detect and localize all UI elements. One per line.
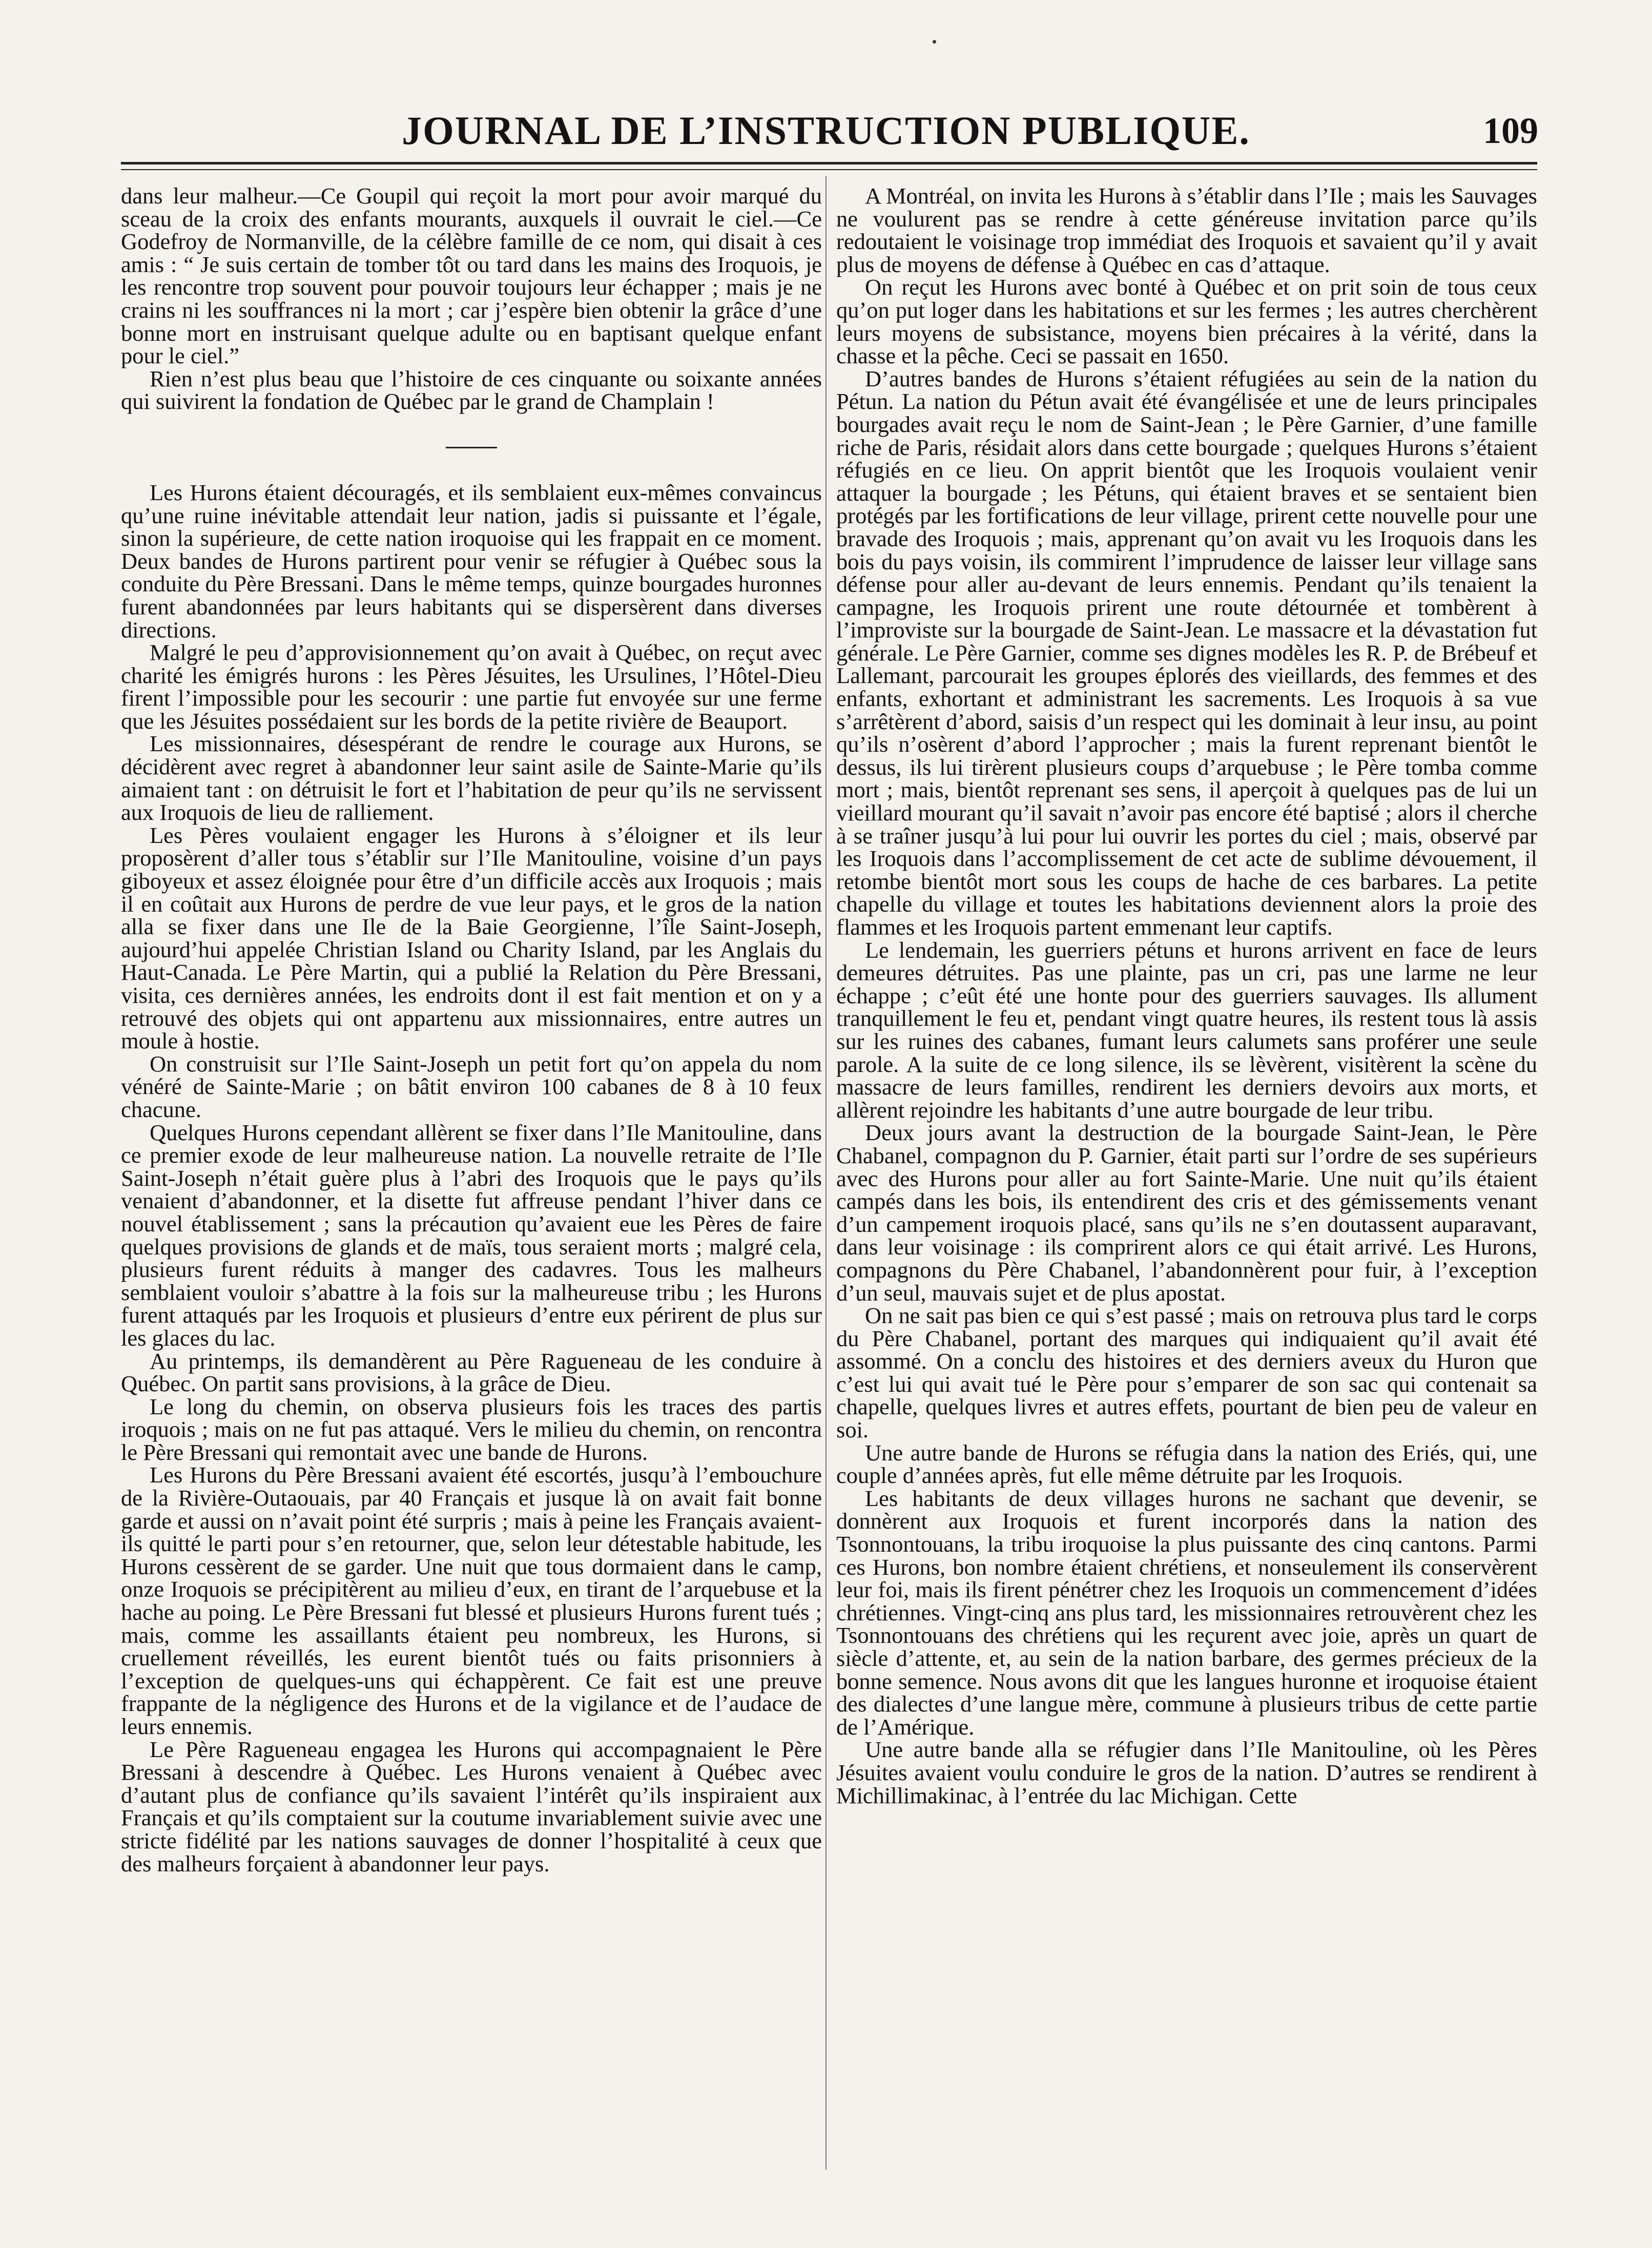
- paragraph: Le lendemain, les guerriers pétuns et hurons arrivent en face de leurs demeures détruites. Pas une plainte, pas un cri, pas une larme ne leur échappe ; c’eût été une honte pour des guerriers sauvages. Ils allument tranquillement le feu et, pendant vingt quatre heures, ils restent tous là assis sur les ruines des cabanes, fumant leurs calumets sans proférer une seule parole. A la suite de ce long silence, ils se lèvèrent, visitèrent la scène du massacre de leurs familles, rendirent les derniers devoirs aux morts, et allèrent rejoindre les habitants d’une autre bourgade de leur tribu.: [836, 937, 1537, 1123]
- paragraph: Malgré le peu d’approvisionnement qu’on avait à Québec, on reçut avec charité les émigrés hurons : les Pères Jésuites, les Ursulines, l’Hôtel-Dieu firent l’impossible pour les secourir : une partie fut envoyée sur une ferme que les Jésuites possédaient sur les bords de la petite rivière de Beauport.: [121, 640, 822, 734]
- paragraph: On ne sait pas bien ce qui s’est passé ; mais on retrouva plus tard le corps du Père Chabanel, portant des marques qui indiquaient qu’il avait été assommé. On a conclu des histoires et des derniers aveux du Huron que c’est lui qui avait tué le Père pour s’emparer de son sac qui contenait sa chapelle, quelques livres et autres effets, pourtant de bien peu de valeur en soi.: [836, 1303, 1537, 1443]
- paragraph: Les Pères voulaient engager les Hurons à s’éloigner et ils leur proposèrent d’aller tous s’établir sur l’Ile Manitouline, voisine d’un pays giboyeux et assez éloignée pour être d’un difficile accès aux Iroquois ; mais il en coûtait aux Hurons de perdre de vue leur pays, et le gros de la nation alla se fixer dans une Ile de la Baie Georgienne, l’île Saint-Joseph, aujourd’hui appelée Christian Island ou Charity Island, par les Anglais du Haut-Canada. Le Père Martin, qui a publié la Relation du Père Bressani, visita, ces dernières années, les endroits dont il est fait mention et on y a retrouvé des objets qui ont appartenu aux missionnaires, entre autres un moule à hostie.: [121, 822, 822, 1054]
- paragraph: Deux jours avant la destruction de la bourgade Saint-Jean, le Père Chabanel, compagnon du P. Garnier, était parti sur l’ordre de ses supérieurs avec des Hurons pour aller au fort Sainte-Marie. Une nuit qu’ils étaient campés dans les bois, ils entendirent des cris et des gémissements venant d’un campement iroquois placé, sans qu’ils ne s’en doutassent auparavant, dans leur voisinage : ils comprirent alors ce qui était arrivé. Les Hurons, compagnons du Père Chabanel, l’abandonnèrent pour fuir, à l’exception d’un seul, mauvais sujet et de plus apostat.: [836, 1120, 1537, 1306]
- right-column: [836, 184, 1537, 1807]
- paragraph: Le Père Ragueneau engagea les Hurons qui accompagnaient le Père Bressani à descendre à Québec. Les Hurons venaient à Québec avec d’autant plus de confiance qu’ils savaient l’intérêt qu’ils inspiraient aux Français et qu’ils comptaient sur la coutume invariablement suivie avec une stricte fidélité par les nations sauvages de donner l’hospitalité à ceux que des malheurs forçaient à abandonner leur pays.: [121, 1736, 822, 1876]
- section-separator: [446, 447, 497, 448]
- paragraph: Une autre bande de Hurons se réfugia dans la nation des Eriés, qui, une couple d’années après, fut elle même détruite par les Iroquois.: [836, 1439, 1537, 1489]
- paragraph: On reçut les Hurons avec bonté à Québec et on prit soin de tous ceux qu’on put loger dans les habitations et sur les fermes ; les autres cherchèrent leurs moyens de subsistance, moyens bien précaires à la vérité, dans la chasse et la pêche. Ceci se passait en 1650.: [836, 274, 1537, 369]
- paragraph: dans leur malheur.—Ce Goupil qui reçoit la mort pour avoir marqué du sceau de la croix des enfants mourants, auxquels il ouvrait le ciel.—Ce Godefroy de Normanville, de la célèbre famille de ce nom, qui disait à ces amis : “ Je suis certain de tomber tôt ou tard dans les mains des Iroquois, je les rencontre trop souvent pour pouvoir toujours leur échapper ; mais je ne crains ni les souffrances ni la mort ; car j’espère bien obtenir la grâce d’une bonne mort en instruisant quelque adulte ou en baptisant quelque enfant pour le ciel.”: [121, 183, 822, 369]
- left-column: [121, 184, 822, 1875]
- paragraph: Rien n’est plus beau que l’histoire de ces cinquante ou soixante années qui suivirent la fondation de Québec par le grand de Champlain !: [121, 365, 822, 415]
- print-speck: [933, 40, 936, 44]
- paragraph: Les habitants de deux villages hurons ne sachant que devenir, se donnèrent aux Iroquois et furent incorporés dans la nation des Tsonnontouans, la tribu iroquoise la plus puissante des cinq cantons. Parmi ces Hurons, bon nombre étaient chrétiens, et nonseulement ils conservèrent leur foi, mais ils firent pénétrer chez les Iroquois un commencement d’idées chrétiennes. Vingt-cinq ans plus tard, les missionnaires retrouvèrent chez les Tsonnontouans des chrétiens qui les reçurent avec joie, après un quart de siècle d’attente, et, au sein de la nation barbare, des germes précieux de la bonne semence. Nous avons dit que les langues huronne et iroquoise étaient des dialectes d’une langue mère, commune à plusieurs tribus de cette partie de l’Amérique.: [836, 1485, 1537, 1740]
- paragraph: Les missionnaires, désespérant de rendre le courage aux Hurons, se décidèrent avec regret à abandonner leur saint asile de Sainte-Marie qu’ils aimaient tant : on détruisit le fort et l’habitation de peur qu’ils ne servissent aux Iroquois de lieu de ralliement.: [121, 731, 822, 826]
- page-header: [0, 102, 1652, 159]
- paragraph: Le long du chemin, on observa plusieurs fois les traces des partis iroquois ; mais on ne fut pas attaqué. Vers le milieu du chemin, on rencontra le Père Bressani qui remontait avec une bande de Hurons.: [121, 1393, 822, 1465]
- paragraph: Les Hurons du Père Bressani avaient été escortés, jusqu’à l’embouchure de la Rivière-Outaouais, par 40 Français et jusque là on avait fait bonne garde et aussi on n’avait point été surpris ; mais à peine les Français avaient-ils quitté le parti pour s’en retourner, que, selon leur détestable habitude, les Hurons cessèrent de se garder. Une nuit que tous dormaient dans le camp, onze Iroquois se précipitèrent au milieu d’eux, en tirant de l’arquebuse et la hache au poing. Le Père Bressani fut blessé et plusieurs Hurons furent tués ; mais, comme les assaillants étaient peu nombreux, les Hurons, si cruellement réveillés, les eurent bientôt tués ou faits prisonniers à l’exception de quelques-uns qui échappèrent. Ce fait est une preuve frappante de la négligence des Hurons et de la vigilance et de l’audace de leurs ennemis.: [121, 1462, 822, 1739]
- paragraph: Les Hurons étaient découragés, et ils semblaient eux-mêmes convaincus qu’une ruine inévitable attendait leur nation, jadis si puissante et l’égale, sinon la supérieure, de cette nation iroquoise qui les frappait en ce moment. Deux bandes de Hurons partirent pour venir se réfugier à Québec sous la conduite du Père Bressani. Dans le même temps, quinze bourgades huronnes furent abandonnées par leurs habitants qui se dispersèrent dans diverses directions.: [121, 479, 822, 643]
- running-title: JOURNAL DE L’INSTRUCTION PUBLIQUE.: [402, 108, 1250, 153]
- paragraph: A Montréal, on invita les Hurons à s’établir dans l’Ile ; mais les Sauvages ne voulurent pas se rendre à cette généreuse invitation parce qu’ils redoutaient le voisinage trop immédiat des Iroquois et savaient qu’il y avait plus de moyens de défense à Québec en cas d’attaque.: [836, 183, 1537, 277]
- column-divider: [825, 176, 827, 2170]
- page-number: 109: [1483, 110, 1538, 151]
- header-rule-thin: [121, 169, 1537, 170]
- paragraph: D’autres bandes de Hurons s’étaient réfugiées au sein de la nation du Pétun. La nation du Pétun avait été évangélisée et une de leurs principales bourgades avait reçu le nom de Saint-Jean ; le Père Garnier, d’une famille riche de Paris, résidait alors dans cette bourgade ; quelques Hurons s’étaient réfugiés en ce lieu. On apprit bientôt que les Iroquois voulaient venir attaquer la bourgade ; les Pétuns, qui étaient braves et se sentaient bien protégés par les fortifications de leur village, prirent cette nouvelle pour une bravade des Iroquois ; mais, apprenant qu’on avait vu les Iroquois dans les bois du pays voisin, ils commirent l’imprudence de laisser leur village sans défense pour aller au-devant de leurs ennemis. Pendant qu’ils tenaient la campagne, les Iroquois prirent une route détournée et tombèrent à l’improviste sur la bourgade de Saint-Jean. Le massacre et la dévastation fut générale. Le Père Garnier, comme ses dignes modèles les R. P. de Brébeuf et Lallemant, parcourait les groupes éplorés des vieillards, des femmes et des enfants, exhortant et administrant les sacrements. Les Iroquois à sa vue s’arrêtèrent d’abord, saisis d’un respect qui les dominait à leur insu, au point qu’ils n’osèrent d’abord l’approcher ; mais la furent reprenant bientôt le dessus, ils lui tirèrent plusieurs coups d’arquebuse ; le Père tomba comme mort ; mais, bientôt reprenant ses sens, il aperçoit à quelques pas de lui un vieillard mourant qu’il savait n’avoir pas encore été baptisé ; alors il cherche à se traîner jusqu’à lui pour lui ouvrir les portes du ciel ; mais, observé par les Iroquois dans l’accomplissement de cet acte de sublime dévouement, il retombe bientôt mort sous les coups de hache de ces barbares. La petite chapelle du village et toutes les habitations deviennent alors la proie des flammes et les Iroquois partent emmenant leur captifs.: [836, 365, 1537, 940]
- paragraph: Quelques Hurons cependant allèrent se fixer dans l’Ile Manitouline, dans ce premier exode de leur malheureuse nation. La nouvelle retraite de l’Ile Saint-Joseph n’était guère plus à l’abri des Iroquois que le pays qu’ils venaient d’abandonner, et la disette fut affreuse pendant l’hiver dans ce nouvel établissement ; sans la précaution qu’avaient eue les Pères de faire quelques provisions de glands et de maïs, tous seraient morts ; malgré cela, plusieurs furent réduits à manger des cadavres. Tous les malheurs semblaient vouloir s’abattre à la fois sur la malheureuse tribu ; les Hurons furent attaqués par les Iroquois et plusieurs d’entre eux périrent de plus sur les glaces du lac.: [121, 1119, 822, 1351]
- paragraph: Une autre bande alla se réfugier dans l’Ile Manitouline, où les Pères Jésuites avaient voulu conduire le gros de la nation. D’autres se rendirent à Michillimakinac, à l’entrée du lac Michigan. Cette: [836, 1737, 1537, 1808]
- paragraph: Au printemps, ils demandèrent au Père Ragueneau de les conduire à Québec. On partit sans provisions, à la grâce de Dieu.: [121, 1348, 822, 1397]
- header-rule-thick: [121, 162, 1537, 164]
- paragraph: On construisit sur l’Ile Saint-Joseph un petit fort qu’on appela du nom vénéré de Sainte-Marie ; on bâtit environ 100 cabanes de 8 à 10 feux chacune.: [121, 1050, 822, 1122]
